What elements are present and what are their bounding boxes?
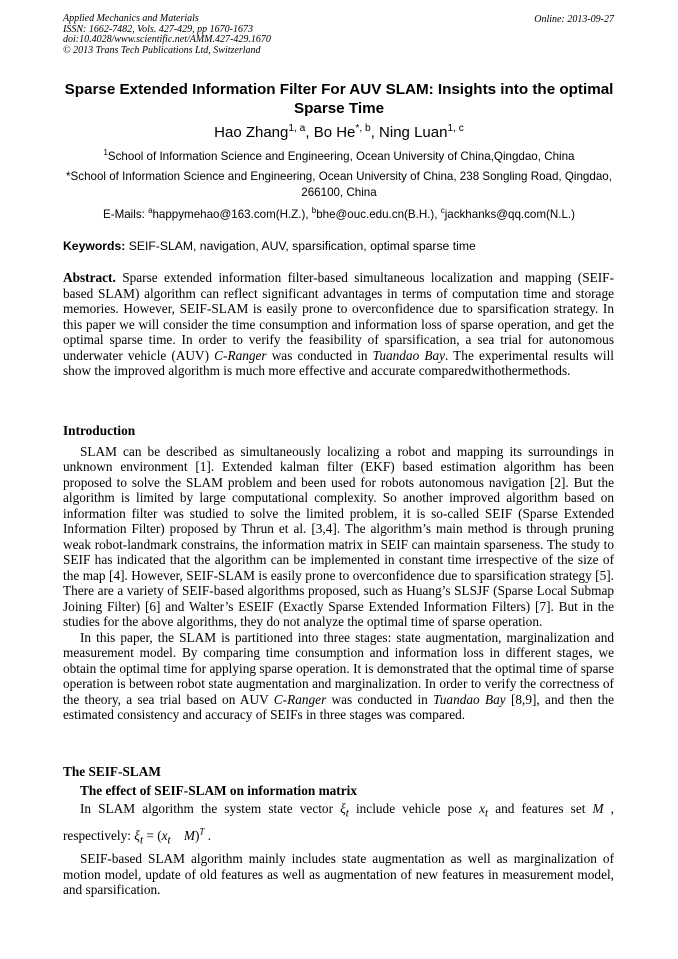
paper-title: Sparse Extended Information Filter For AUV SLAM: Insights into the optimal Sparse Time <box>64 81 614 117</box>
paragraph: SLAM can be described as simultaneously localizing a robot and mapping its surroundings in unknown environment [1]. Extended kalman filter (EKF) based estimation algorithm has been proposed to solve the SLAM problem and been used for robots autonomous navigation [2]. But the algorithm is limited by large computational complexity. So another improved algorithm based on information filter was studied to solve the limited problem, it is so-called SEIF (Sparse Extended Information Filter) proposed by Thrun et al. [3,4]. The algorithm’s main method is through pruning weak robot-landmark constrains, the information matrix in SEIF can maintain sparseness. The study to SEIF has indicated that the algorithm can be implemented in constant time irrespective of the size of the map [4]. However, SEIF-SLAM is easily prone to overconfidence due to sparsification strategy [5]. There are a variety of SEIF-based algorithms proposed, such as Huang’s SLSJF (Sparse Local Submap Joining Filter) [6] and Walter’s ESEIF (Exactly Sparse Extended Information Filters) [7]. But in the studies for the above algorithms, they do not analyze the optimal time of sparse operation. <box>63 443 614 629</box>
author: Bo He <box>313 124 356 141</box>
copyright: © 2013 Trans Tech Publications Ltd, Switzerland <box>63 44 261 56</box>
author: Ning Luan <box>379 124 448 141</box>
seif-section <box>63 764 614 898</box>
author: Hao Zhang <box>214 124 289 141</box>
section-heading: The SEIF-SLAM <box>63 764 161 779</box>
affiliation-2: *School of Information Science and Engineering, Ocean University of China, 238 Songling Road, Qingdao, 266100, China <box>66 170 612 199</box>
emails: E-Mails: $^a$happymehao@163.com(H.Z.), $^b$bhe@ouc.edu.cn(B.H.), $^c$jackhanks@qq.com(N.L.) <box>102 206 576 221</box>
paragraph: In SLAM algorithm the system state vector $\xi_t$ include vehicle pose $x_t$ and features set M , respectively: $\xi_t = (x_t$ M)$^T$ . <box>63 801 614 847</box>
issn: ISSN: 1662-7482, Vols. 427-429, pp 1670-1673 <box>63 23 253 35</box>
introduction-section <box>63 423 614 723</box>
keywords: Keywords: SEIF-SLAM, navigation, AUV, sparsification, optimal sparse time <box>63 239 476 253</box>
doi: doi:10.4028/www.scientific.net/AMM.427-429.1670 <box>63 34 271 46</box>
abstract: Abstract. Sparse extended information filter-based simultaneous localization and mapping (SEIF-based SLAM) algorithm can reflect significant advantages in terms of computation time and storage memories. However, SEIF-SLAM is easily prone to overconfidence due to sparsification strategy. In this paper we will consider the time consumption and information loss of sparse operation, and get the optimal sparse time. In order to verify the feasibility of sparsification, a sea trial for autonomous underwater vehicle (AUV) C-Ranger was conducted in Tuandao Bay. The experimental results will show the improved algorithm is much more effective and accurate comparedwithothermethods. <box>63 270 614 378</box>
journal-header <box>63 14 271 56</box>
paragraph: In this paper, the SLAM is partitioned into three stages: state augmentation, marginalization and measurement model. By comparing time consumption and information loss in different stages, we obtain the optimal time for applying sparse operation. It is demonstrated that the optimal time of sparse operation is between robot state augmentation and marginalization. In order to verify the correctness of the theory, a sea trial based on AUV C-Ranger was conducted in Tuandao Bay [8,9], and then the estimated consistency and accuracy of SEIFs in three stages was compared. <box>63 629 614 722</box>
online-date: Online: 2013-09-27 <box>534 14 614 25</box>
section-heading: Introduction <box>63 423 136 438</box>
paragraph: SEIF-based SLAM algorithm mainly includes state augmentation as well as marginalization of motion model, update of old features as well as augmentation of new features in measurement model, and sparsification. <box>63 851 614 898</box>
affiliation-1: $^1$School of Information Science and Engineering, Ocean University of China,Qingdao, China <box>103 148 575 163</box>
journal-name: Applied Mechanics and Materials <box>63 13 199 24</box>
subsection-heading: The effect of SEIF-SLAM on information matrix <box>80 782 357 798</box>
author-list: Hao Zhang$^{1, a}$, Bo $He^{*, b}$, Ning Luan$^{1, c}$ <box>214 123 464 141</box>
